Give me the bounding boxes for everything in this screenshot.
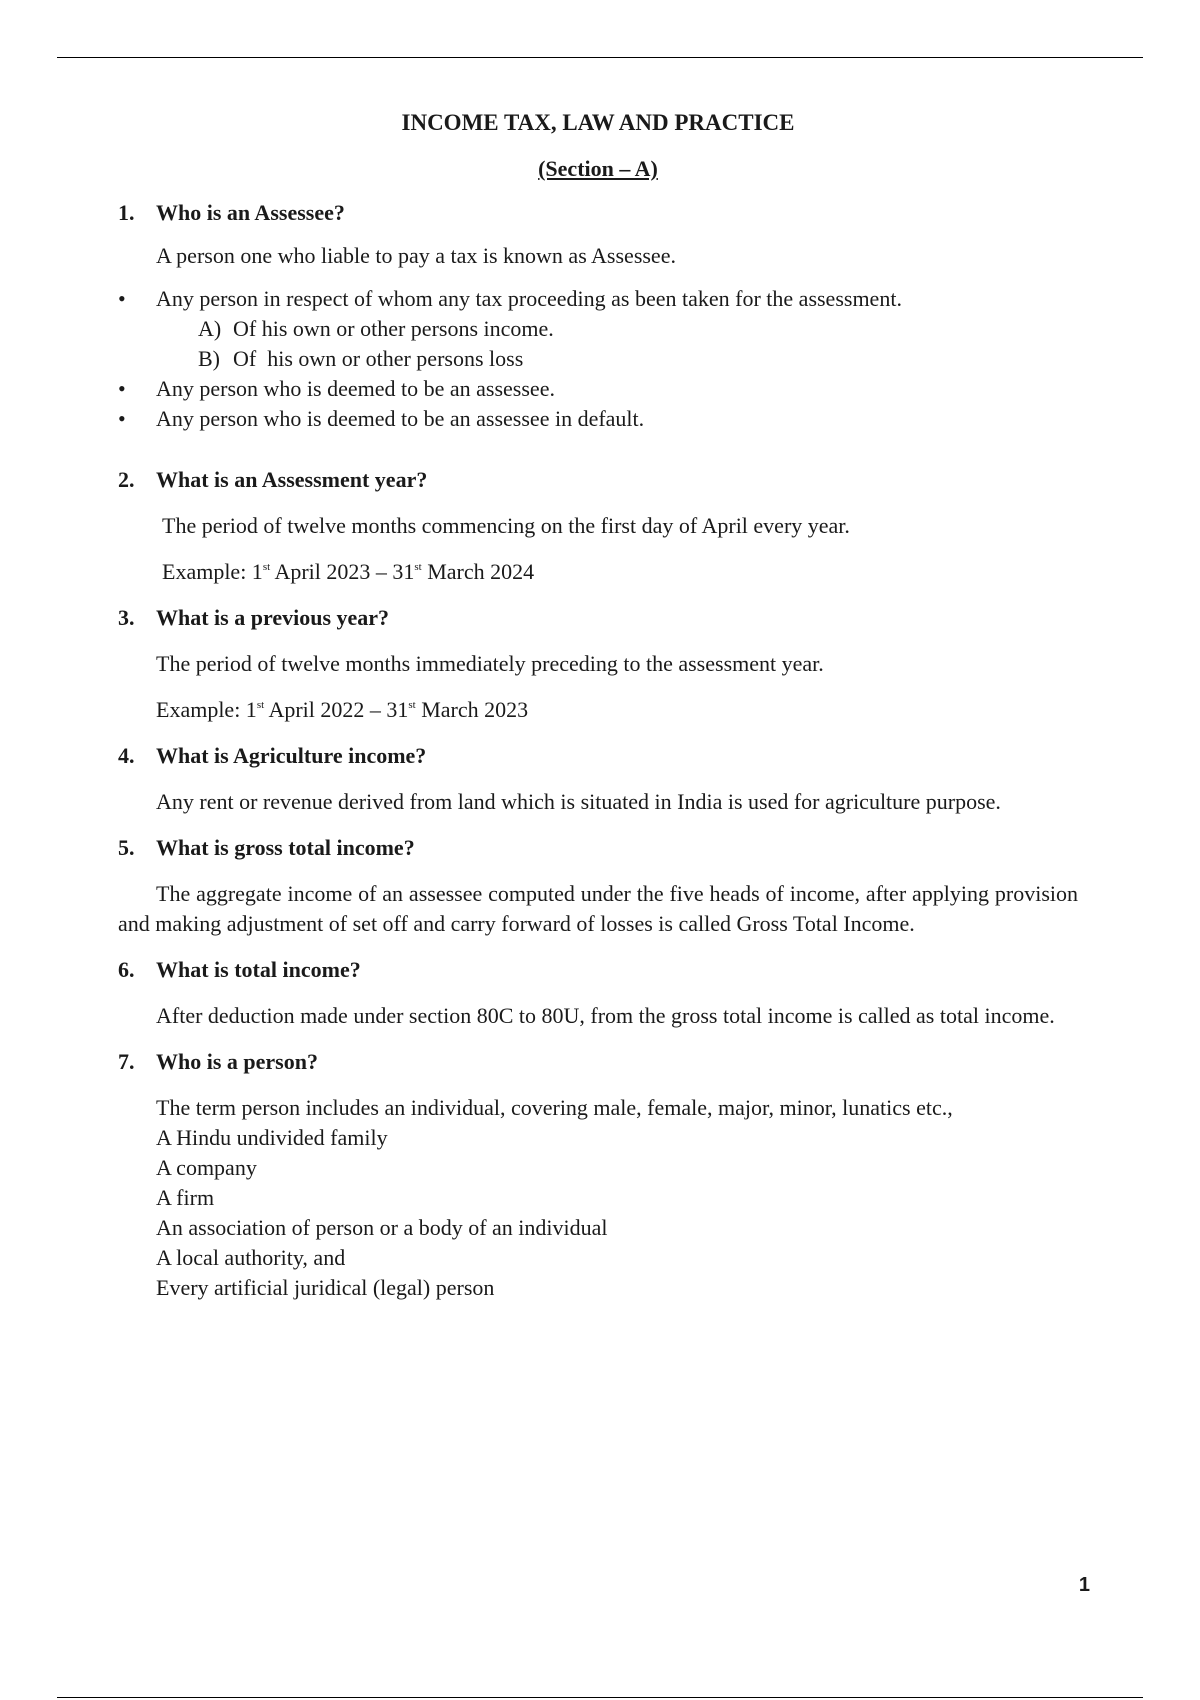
bullet-text: Any person in respect of whom any tax proceeding as been taken for the assessment. xyxy=(156,286,902,311)
question-text: What is total income? xyxy=(156,957,361,982)
question-text: What is Agriculture income? xyxy=(156,743,427,768)
bullet-item xyxy=(118,284,1078,314)
list-item: An association of person or a body of an individual xyxy=(156,1215,608,1240)
example-text: Example: 1 xyxy=(156,697,257,722)
question-4 xyxy=(118,741,1078,771)
footer-rule xyxy=(57,1697,1143,1698)
question-text: Who is an Assessee? xyxy=(156,200,345,225)
question-text: What is an Assessment year? xyxy=(156,467,428,492)
bullet-text: Any person who is deemed to be an assessee. xyxy=(156,376,555,401)
header-rule xyxy=(57,57,1143,58)
bullet-icon: • xyxy=(118,286,126,311)
superscript: st xyxy=(414,561,422,573)
bullet-text: Any person who is deemed to be an assessee in default. xyxy=(156,406,645,431)
bullet-item xyxy=(118,404,1078,434)
bullet-item xyxy=(118,374,1078,404)
list-item: The term person includes an individual, covering male, female, major, minor, lunatics etc., xyxy=(156,1095,953,1120)
superscript: st xyxy=(408,699,416,711)
person-list xyxy=(156,1093,1078,1303)
list-item: A Hindu undivided family xyxy=(156,1125,388,1150)
answer-4: Any rent or revenue derived from land which is situated in India is used for agriculture purpose. xyxy=(156,789,1001,814)
answer-5: The aggregate income of an assessee computed under the five heads of income, after applying provision and making adjustment of set off and carry forward of losses is called Gross Total Income. xyxy=(118,881,1078,936)
question-2 xyxy=(118,465,1078,495)
question-text: What is gross total income? xyxy=(156,835,415,860)
example-text: March 2023 xyxy=(415,697,529,722)
question-3 xyxy=(118,603,1078,633)
question-number: 7. xyxy=(118,1049,135,1074)
sub-item-a xyxy=(198,314,1078,344)
answer-6: After deduction made under section 80C to 80U, from the gross total income is called as total income. xyxy=(156,1003,1055,1028)
sub-item-b xyxy=(198,344,1078,374)
page-number: 1 xyxy=(1078,1574,1090,1596)
list-item: A company xyxy=(156,1155,257,1180)
sub-item-text: Of his own or other persons loss xyxy=(233,346,524,371)
list-item: A firm xyxy=(156,1185,215,1210)
example-2 xyxy=(162,557,1078,587)
question-5 xyxy=(118,833,1078,863)
example-text: April 2023 – 31 xyxy=(270,559,415,584)
sub-item-label: B) xyxy=(198,346,220,371)
question-number: 6. xyxy=(118,957,135,982)
example-text: April 2022 – 31 xyxy=(264,697,409,722)
question-text: What is a previous year? xyxy=(156,605,390,630)
question-number: 4. xyxy=(118,743,135,768)
question-7 xyxy=(118,1047,1078,1077)
answer-1: A person one who liable to pay a tax is known as Assessee. xyxy=(156,243,676,268)
list-item: A local authority, and xyxy=(156,1245,346,1270)
sub-item-text: Of his own or other persons income. xyxy=(233,316,554,341)
question-1 xyxy=(118,198,1078,228)
sub-item-label: A) xyxy=(198,316,222,341)
example-text: March 2024 xyxy=(421,559,535,584)
list-item: Every artificial juridical (legal) person xyxy=(156,1275,495,1300)
question-number: 1. xyxy=(118,200,135,225)
document-body xyxy=(118,108,1078,1303)
example-text: Example: 1 xyxy=(162,559,263,584)
superscript: st xyxy=(256,699,265,711)
bullet-icon: • xyxy=(118,376,126,401)
question-number: 3. xyxy=(118,605,135,630)
question-text: Who is a person? xyxy=(156,1049,318,1074)
question-number: 5. xyxy=(118,835,135,860)
question-6 xyxy=(118,955,1078,985)
section-heading: (Section – A) xyxy=(538,156,658,181)
answer-3: The period of twelve months immediately preceding to the assessment year. xyxy=(156,651,824,676)
superscript: st xyxy=(262,561,271,573)
bullet-icon: • xyxy=(118,406,126,431)
example-3 xyxy=(156,695,1078,725)
document-title: INCOME TAX, LAW AND PRACTICE xyxy=(401,110,795,135)
question-number: 2. xyxy=(118,467,135,492)
answer-2: The period of twelve months commencing on the first day of April every year. xyxy=(162,513,850,538)
